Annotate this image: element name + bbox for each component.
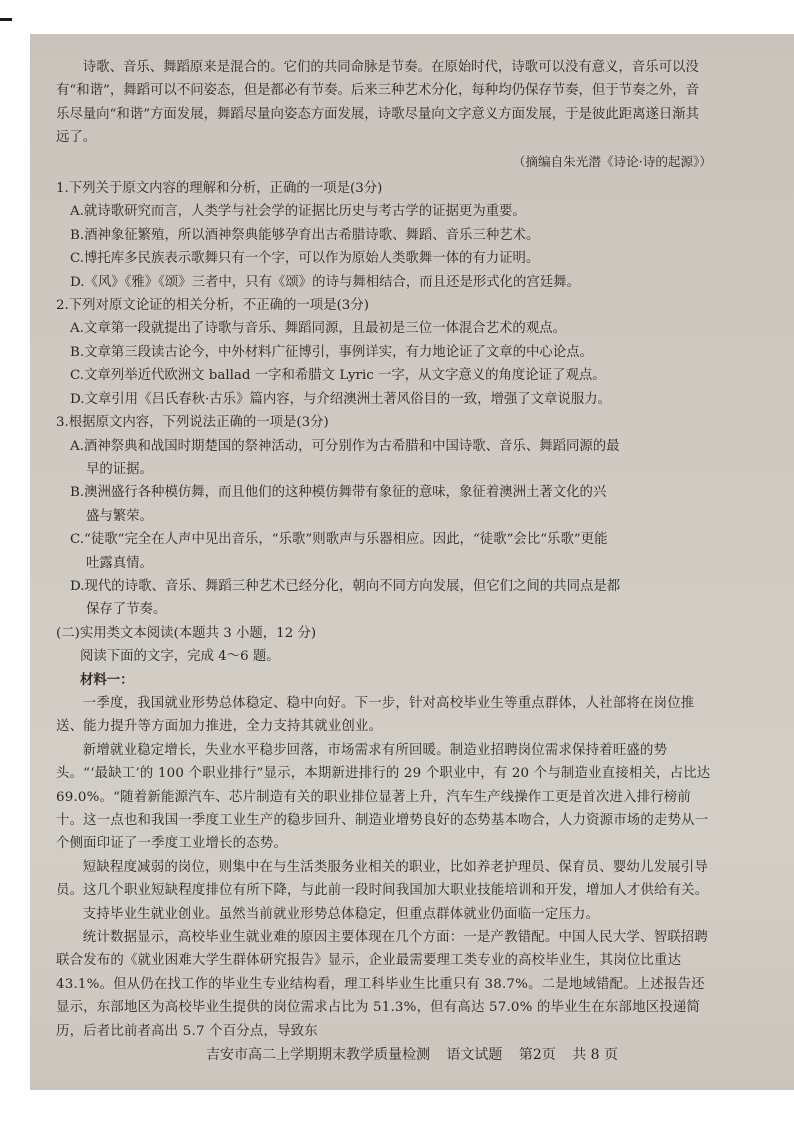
material-paragraph: 一季度，我国就业形势总体稳定、稳中向好。下一步，针对高校毕业生等重点群体，人社部将在岗位推送、能力提升等方面加力推进，全力支持其就业创业。 [56,695,695,735]
option-c: C.“徒歌”完全在人声中见出音乐，“乐歌”则歌声与乐器相应。因此，“徒歌”会比“乐歌”更能 [70,532,608,548]
page-footer [30,1044,794,1064]
footer-exam-name: 吉安市高二上学期期末教学质量检测 [205,1047,430,1063]
material-paragraph: 新增就业稳定增长，失业水平稳步回落，市场需求有所回暖。制造业招聘岗位需求保持着旺盛的势头。“‘最缺工’的 100 个职业排行”显示，本期新进排行的 29 个职业中，有 20 个与制造业直接相关，占比达 69.0%。“随着新能源汽车、芯片制造有关的职业排位显著上升，汽车生产线操作工更是首次进入排行榜前十。这一点也和我国一季度工业生产的稳步回升、制造业增势良好的态势基本吻合，人力资源市场的走势从一个侧面印证了一季度工业增长的态势。 [56,742,711,852]
option-a: A.文章第一段就提出了诗歌与音乐、舞蹈同源，且最初是三位一体混合艺术的观点。 [70,321,566,337]
option-c-continued: 吐露真情。 [86,555,153,571]
corner-mark [0,18,12,21]
question-stem: 2.下列对原文论证的相关分析，不正确的一项是(3分) [56,298,369,314]
option-c: C.博托库多民族表示歌舞只有一个字，可以作为原始人类歌舞一体的有力证明。 [70,251,540,267]
footer-subject: 语文试题 [446,1047,503,1063]
option-d: D.现代的诗歌、音乐、舞蹈三种艺术已经分化，朝向不同方向发展，但它们之间的共同点是都 [70,578,621,594]
question-stem: 1.下列关于原文内容的理解和分析，正确的一项是(3分) [56,181,383,197]
option-a: A.酒神祭典和战国时期楚国的祭神活动，可分别作为古希腊和中国诗歌、音乐、舞蹈同源的最 [70,438,620,454]
question-stem: 3.根据原文内容，下列说法正确的一项是(3分) [56,415,329,431]
footer-page-number: 第2页 [518,1047,556,1063]
option-b: B.酒神象征繁殖，所以酒神祭典能够孕育出古希腊诗歌、舞蹈、音乐三种艺术。 [70,227,540,243]
material-label: 材料一： [80,671,134,688]
page-content [56,56,712,1043]
question-2 [56,294,712,411]
material-paragraph: 统计数据显示，高校毕业生就业难的原因主要体现在几个方面：一是产教错配。中国人民大学、智联招聘联合发布的《就业困难大学生群体研究报告》显示，企业最需要理工类专业的高校毕业生，其岗位比重达 43.1%。但从仍在找工作的毕业生专业结构看，理工科毕业生比重只有 38.7%。二是地域错配。上述报告还显示，东部地区为高校毕业生提供的岗位需求占比为 51.3%，但有高达 57.0% 的毕业生在东部地区投递简历，后者比前者高出 5.7 个百分点，导致东 [56,930,708,1039]
section-title: (二)实用类文本阅读(本题共 3 小题，12 分) [56,625,317,641]
exam-paper-photo [30,34,794,1090]
intro-source: （摘编自朱光潜《诗论·诗的起源》） [512,153,712,169]
material-paragraph: 支持毕业生就业创业。虽然当前就业形势总体稳定，但重点群体就业仍面临一定压力。 [82,906,600,922]
option-a: A.就诗歌研究而言，人类学与社会学的证据比历史与考古学的证据更为重要。 [70,204,526,220]
option-a-continued: 早的证据。 [86,461,153,477]
section-prompt: 阅读下面的文字，完成 4～6 题。 [80,649,280,665]
option-d: D.文章引用《吕氏春秋·古乐》篇内容，与介绍澳洲土著风俗目的一致，增强了文章说服力。 [70,391,612,407]
option-b-continued: 盛与繁荣。 [86,508,153,524]
footer-total-pages: 共 8 页 [572,1047,619,1063]
intro-paragraph: 诗歌、音乐、舞蹈原来是混合的。它们的共同命脉是节奏。在原始时代，诗歌可以没有意义，音乐可以没有“和谐”，舞蹈可以不问姿态，但是都必有节奏。后来三种艺术分化，每种均仍保存节奏，但于节奏之外，音乐尽量向“和谐”方面发展，舞蹈尽量向姿态方面发展，诗歌尽量向文字意义方面发展，于是彼此距离遂日渐其远了。 [56,60,700,146]
option-c: C.文章列举近代欧洲文 ballad 一字和希腊文 Lyric 一字，从文字意义的角度论证了观点。 [70,368,606,384]
option-d-continued: 保存了节奏。 [86,602,167,618]
option-b: B.澳洲盛行各种模仿舞，而且他们的这种模仿舞带有象征的意味，象征着澳洲土著文化的兴 [70,485,607,501]
material-paragraph: 短缺程度减弱的岗位，则集中在与生活类服务业相关的职业，比如养老护理员、保育员、婴幼儿发展引导员。这几个职业短缺程度排位有所下降，与此前一段时间我国加大职业技能培训和开发，增加人才供给有关。 [56,859,709,899]
question-3 [56,411,712,622]
option-b: B.文章第三段读古论今，中外材料广征博引，事例详实，有力地论证了文章的中心论点。 [70,344,593,360]
option-d: D.《风》《雅》《颂》三者中，只有《颂》的诗与舞相结合，而且还是形式化的宫廷舞。 [70,274,580,290]
question-1 [56,177,712,294]
